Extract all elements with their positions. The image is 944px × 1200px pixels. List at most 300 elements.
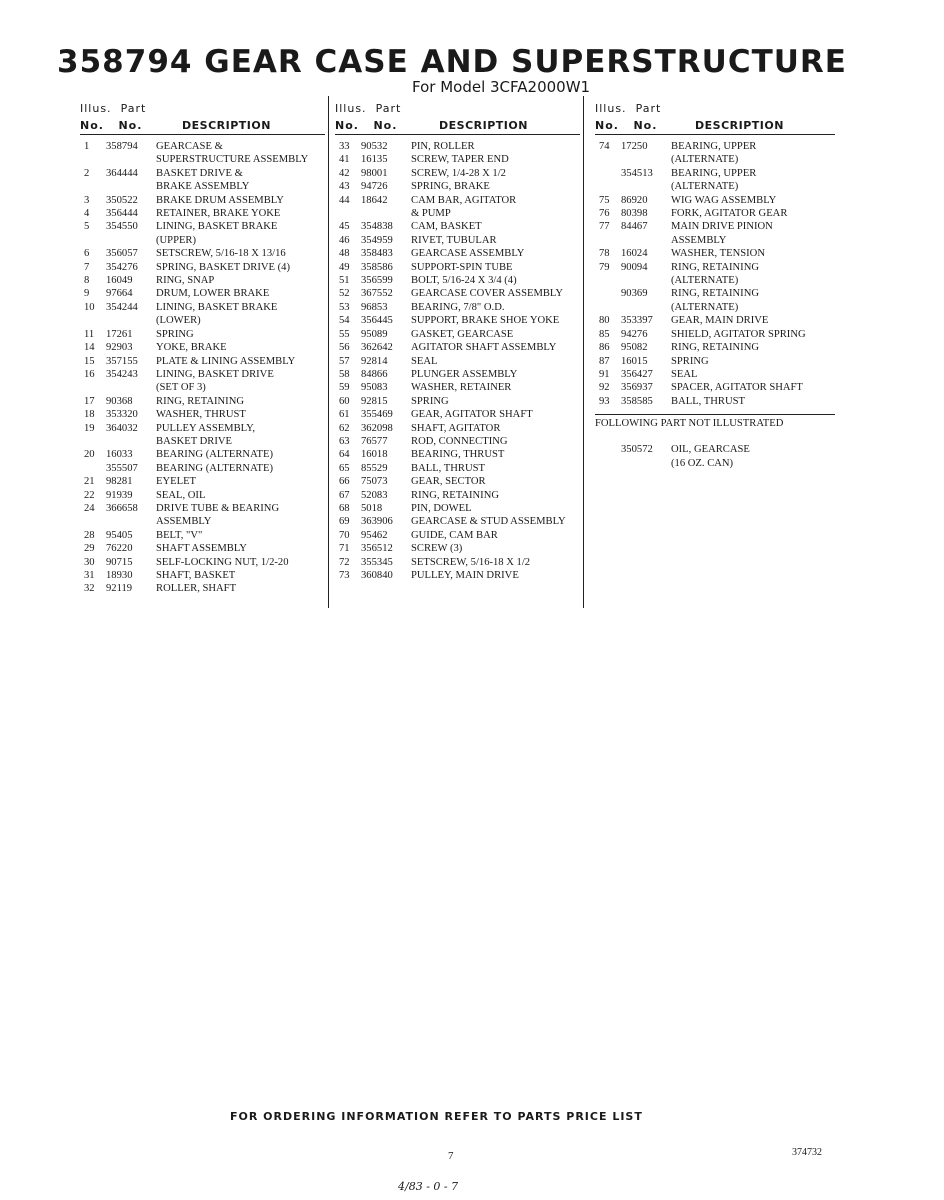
illus-no: 74 bbox=[599, 141, 610, 152]
description: PLUNGER ASSEMBLY bbox=[411, 368, 518, 380]
illus-no: 20 bbox=[84, 449, 95, 461]
part-row bbox=[335, 422, 580, 435]
description: BOLT, 5/16-24 X 3/4 (4) bbox=[411, 275, 517, 287]
part-row bbox=[595, 167, 835, 194]
description: EYELET bbox=[156, 476, 197, 488]
part-row bbox=[80, 341, 325, 354]
description: GEARCASE COVER ASSEMBLY bbox=[411, 288, 563, 300]
illus-no: 73 bbox=[339, 570, 350, 581]
part-no: 92815 bbox=[361, 395, 388, 407]
header-description: DESCRIPTION bbox=[182, 119, 271, 132]
part-no: 358794 bbox=[106, 141, 138, 152]
description: AGITATOR SHAFT ASSEMBLY bbox=[411, 342, 557, 354]
part-row bbox=[335, 475, 580, 488]
part-row bbox=[80, 355, 325, 368]
part-row bbox=[80, 207, 325, 220]
part-row bbox=[595, 381, 835, 394]
description: GUIDE, CAM BAR bbox=[411, 529, 498, 541]
illus-no: 51 bbox=[339, 275, 350, 287]
illus-no: 91 bbox=[599, 368, 610, 380]
part-no: 52083 bbox=[361, 489, 388, 501]
header-description: DESCRIPTION bbox=[695, 119, 784, 132]
part-no: 355507 bbox=[106, 462, 138, 474]
part-no: 75073 bbox=[361, 476, 388, 488]
part-no: 90715 bbox=[106, 556, 133, 568]
column-divider bbox=[583, 96, 584, 608]
header-illus-part: Illus. Part bbox=[335, 102, 402, 115]
description: RING, SNAP bbox=[156, 275, 215, 287]
part-row bbox=[335, 529, 580, 542]
illus-no: 33 bbox=[339, 141, 350, 152]
not-illustrated-label: FOLLOWING PART NOT ILLUSTRATED bbox=[595, 414, 835, 429]
illus-no: 14 bbox=[84, 342, 95, 354]
part-no: 76577 bbox=[361, 435, 388, 447]
part-no: 356445 bbox=[361, 315, 393, 327]
illus-no: 1 bbox=[84, 141, 90, 152]
illus-no: 46 bbox=[339, 234, 350, 246]
description: BEARING (ALTERNATE) bbox=[156, 462, 274, 474]
illus-no: 79 bbox=[599, 261, 610, 273]
part-row bbox=[80, 448, 325, 461]
part-row bbox=[335, 569, 580, 582]
description: SHIELD, AGITATOR SPRING bbox=[671, 328, 806, 340]
description: SEAL, OIL bbox=[156, 489, 206, 501]
part-row bbox=[595, 261, 835, 288]
part-no: 354244 bbox=[106, 301, 138, 313]
description: CAM BAR, AGITATOR & PUMP bbox=[411, 194, 517, 220]
page-number: 7 bbox=[448, 1150, 454, 1162]
part-no: 354243 bbox=[106, 368, 138, 380]
part-no: 92119 bbox=[106, 583, 133, 595]
part-no: 91939 bbox=[106, 489, 133, 501]
part-row bbox=[335, 220, 580, 233]
parts-column-1 bbox=[80, 100, 325, 596]
part-no: 356427 bbox=[621, 368, 653, 380]
part-no: 356444 bbox=[106, 208, 138, 220]
part-no: 95082 bbox=[621, 342, 648, 354]
parts-list bbox=[80, 140, 325, 596]
part-row bbox=[335, 448, 580, 461]
illus-no: 69 bbox=[339, 516, 350, 528]
illus-no: 22 bbox=[84, 489, 95, 501]
illus-no: 3 bbox=[84, 194, 90, 206]
column-divider bbox=[328, 96, 329, 608]
part-no: 16049 bbox=[106, 275, 133, 287]
part-row bbox=[335, 153, 580, 166]
illus-no: 9 bbox=[84, 288, 90, 300]
description: GEARCASE & SUPERSTRUCTURE ASSEMBLY bbox=[156, 141, 309, 166]
part-no: 16135 bbox=[361, 154, 388, 166]
illus-no: 44 bbox=[339, 194, 350, 206]
description: SELF-LOCKING NUT, 1/2-20 bbox=[156, 556, 289, 568]
illus-no: 4 bbox=[84, 208, 90, 220]
part-no: 358585 bbox=[621, 395, 653, 407]
not-illustrated-list bbox=[595, 443, 835, 470]
part-row bbox=[595, 207, 835, 220]
part-no: 358586 bbox=[361, 261, 393, 273]
part-no: 18642 bbox=[361, 194, 388, 206]
part-row bbox=[80, 422, 325, 449]
description: BELT, "V" bbox=[156, 529, 203, 541]
part-row bbox=[80, 529, 325, 542]
description: RING, RETAINING bbox=[411, 489, 500, 501]
description: FORK, AGITATOR GEAR bbox=[671, 208, 788, 220]
illus-no: 59 bbox=[339, 382, 350, 394]
illus-no: 77 bbox=[599, 221, 610, 233]
illus-no: 64 bbox=[339, 449, 350, 461]
illus-no: 56 bbox=[339, 342, 350, 354]
part-row bbox=[80, 274, 325, 287]
illus-no: 54 bbox=[339, 315, 350, 327]
illus-no: 53 bbox=[339, 301, 350, 313]
part-no: 98001 bbox=[361, 167, 388, 179]
part-row bbox=[335, 435, 580, 448]
description: GEARCASE ASSEMBLY bbox=[411, 248, 525, 260]
description: LINING, BASKET BRAKE (LOWER) bbox=[156, 301, 278, 327]
illus-no: 86 bbox=[599, 342, 610, 354]
column-header bbox=[80, 100, 325, 134]
part-row bbox=[595, 247, 835, 260]
illus-no: 85 bbox=[599, 328, 610, 340]
part-row bbox=[80, 556, 325, 569]
column-header bbox=[335, 100, 580, 134]
illus-no: 67 bbox=[339, 489, 350, 501]
header-illus-part: Illus. Part bbox=[595, 102, 662, 115]
column-header bbox=[595, 100, 835, 134]
part-row bbox=[80, 408, 325, 421]
part-no: 86920 bbox=[621, 194, 648, 206]
part-no: 90368 bbox=[106, 395, 133, 407]
part-no: 357155 bbox=[106, 355, 138, 367]
description: GEAR, SECTOR bbox=[411, 476, 486, 488]
illus-no: 6 bbox=[84, 248, 90, 260]
part-row bbox=[335, 381, 580, 394]
part-row bbox=[335, 140, 580, 153]
description: SUPPORT, BRAKE SHOE YOKE bbox=[411, 315, 560, 327]
header-rule bbox=[595, 134, 835, 135]
part-no: 95089 bbox=[361, 328, 388, 340]
part-row bbox=[80, 220, 325, 247]
illus-no: 21 bbox=[84, 476, 95, 488]
part-no: 90532 bbox=[361, 141, 388, 152]
part-no: 350572 bbox=[621, 444, 653, 456]
part-no: 355345 bbox=[361, 556, 393, 568]
part-row bbox=[595, 194, 835, 207]
part-no: 95462 bbox=[361, 529, 388, 541]
illus-no: 55 bbox=[339, 328, 350, 340]
description: SCREW (3) bbox=[411, 543, 463, 555]
description: CAM, BASKET bbox=[411, 221, 482, 233]
description: BALL, THRUST bbox=[411, 462, 485, 474]
part-row bbox=[335, 287, 580, 300]
illus-no: 68 bbox=[339, 502, 350, 514]
illus-no: 11 bbox=[84, 328, 95, 340]
description: YOKE, BRAKE bbox=[156, 342, 227, 354]
part-no: 367552 bbox=[361, 288, 393, 300]
part-row bbox=[595, 220, 835, 247]
part-no: 17250 bbox=[621, 141, 648, 152]
part-no: 358483 bbox=[361, 248, 393, 260]
description: GEAR, MAIN DRIVE bbox=[671, 315, 769, 327]
illus-no: 71 bbox=[339, 543, 350, 555]
part-row bbox=[595, 368, 835, 381]
part-row bbox=[80, 194, 325, 207]
part-no: 98281 bbox=[106, 476, 133, 488]
part-row bbox=[595, 314, 835, 327]
part-no: 18930 bbox=[106, 570, 133, 581]
illus-no: 29 bbox=[84, 543, 95, 555]
part-no: 95083 bbox=[361, 382, 388, 394]
description: GEARCASE & STUD ASSEMBLY bbox=[411, 516, 566, 528]
illus-no: 15 bbox=[84, 355, 95, 367]
illus-no: 49 bbox=[339, 261, 350, 273]
ordering-footer: FOR ORDERING INFORMATION REFER TO PARTS PRICE LIST bbox=[230, 1110, 643, 1123]
illus-no: 60 bbox=[339, 395, 350, 407]
description: SPRING, BRAKE bbox=[411, 181, 490, 193]
part-row bbox=[80, 287, 325, 300]
header-illus-part: Illus. Part bbox=[80, 102, 147, 115]
description: RIVET, TUBULAR bbox=[411, 234, 497, 246]
part-no: 97664 bbox=[106, 288, 133, 300]
illus-no: 7 bbox=[84, 261, 90, 273]
description: OIL, GEARCASE (16 OZ. CAN) bbox=[671, 444, 750, 469]
illus-no: 57 bbox=[339, 355, 350, 367]
description: SHAFT, AGITATOR bbox=[411, 422, 501, 434]
part-row bbox=[80, 167, 325, 194]
illus-no bbox=[80, 462, 106, 475]
part-row bbox=[80, 582, 325, 595]
part-no: 364032 bbox=[106, 422, 138, 434]
part-row bbox=[335, 167, 580, 180]
illus-no: 92 bbox=[599, 382, 610, 394]
description: SEAL bbox=[671, 368, 698, 380]
part-row bbox=[595, 140, 835, 167]
description: PULLEY ASSEMBLY, BASKET DRIVE bbox=[156, 422, 256, 447]
part-no: 353397 bbox=[621, 315, 653, 327]
description: ROLLER, SHAFT bbox=[156, 583, 237, 595]
part-row bbox=[335, 395, 580, 408]
description: LINING, BASKET BRAKE (UPPER) bbox=[156, 221, 278, 246]
description: SPRING bbox=[411, 395, 449, 407]
part-row bbox=[335, 247, 580, 260]
part-no: 17261 bbox=[106, 328, 133, 340]
description: SCREW, TAPER END bbox=[411, 154, 509, 166]
part-row bbox=[335, 355, 580, 368]
part-no: 96853 bbox=[361, 301, 388, 313]
description: WASHER, RETAINER bbox=[411, 382, 512, 394]
part-no: 84467 bbox=[621, 221, 648, 233]
part-no: 363906 bbox=[361, 516, 393, 528]
part-row bbox=[80, 395, 325, 408]
part-row bbox=[335, 194, 580, 221]
part-no: 354959 bbox=[361, 234, 393, 246]
part-no: 354276 bbox=[106, 261, 138, 273]
part-no: 354838 bbox=[361, 221, 393, 233]
part-row bbox=[335, 234, 580, 247]
illus-no bbox=[595, 443, 621, 470]
part-no: 94276 bbox=[621, 328, 648, 340]
part-no: 16024 bbox=[621, 248, 648, 260]
parts-list bbox=[595, 140, 835, 408]
part-row bbox=[80, 489, 325, 502]
illus-no: 5 bbox=[84, 221, 90, 233]
description: GASKET, GEARCASE bbox=[411, 328, 514, 340]
part-row bbox=[335, 408, 580, 421]
part-no: 355469 bbox=[361, 409, 393, 421]
part-no: 84866 bbox=[361, 368, 388, 380]
description: BEARING (ALTERNATE) bbox=[156, 449, 274, 461]
description: SCREW, 1/4-28 X 1/2 bbox=[411, 167, 506, 179]
description: SPRING bbox=[671, 355, 709, 367]
illus-no: 45 bbox=[339, 221, 350, 233]
part-row bbox=[335, 515, 580, 528]
illus-no: 28 bbox=[84, 529, 95, 541]
part-no: 362098 bbox=[361, 422, 393, 434]
part-row bbox=[335, 502, 580, 515]
part-no: 90094 bbox=[621, 261, 648, 273]
illus-no: 63 bbox=[339, 435, 350, 447]
handwritten-note: 4/83 - 0 - 7 bbox=[398, 1180, 459, 1193]
model-subtitle: For Model 3CFA2000W1 bbox=[412, 78, 591, 96]
header-rule bbox=[80, 134, 325, 135]
description: SETSCREW, 5/16-18 X 1/2 bbox=[411, 556, 531, 568]
description: RING, RETAINING (ALTERNATE) bbox=[671, 261, 760, 287]
part-row bbox=[335, 274, 580, 287]
part-row bbox=[335, 462, 580, 475]
description: SPRING bbox=[156, 328, 194, 340]
illus-no: 16 bbox=[84, 368, 95, 380]
header-rule bbox=[335, 134, 580, 135]
part-row bbox=[80, 301, 325, 328]
illus-no: 58 bbox=[339, 368, 350, 380]
part-no: 80398 bbox=[621, 208, 648, 220]
header-no: No. No. bbox=[335, 119, 398, 132]
illus-no: 8 bbox=[84, 275, 90, 287]
description: BASKET DRIVE & BRAKE ASSEMBLY bbox=[156, 167, 250, 193]
description: PIN, ROLLER bbox=[411, 141, 475, 152]
part-no: 85529 bbox=[361, 462, 388, 474]
part-row bbox=[335, 180, 580, 193]
illus-no: 93 bbox=[599, 395, 610, 407]
parts-list bbox=[335, 140, 580, 582]
part-row bbox=[80, 368, 325, 395]
illus-no: 17 bbox=[84, 395, 95, 407]
illus-no: 66 bbox=[339, 476, 350, 488]
illus-no: 70 bbox=[339, 529, 350, 541]
header-no: No. No. bbox=[80, 119, 143, 132]
description: PLATE & LINING ASSEMBLY bbox=[156, 355, 296, 367]
illus-no bbox=[595, 167, 621, 194]
illus-no: 52 bbox=[339, 288, 350, 300]
part-row bbox=[335, 314, 580, 327]
document-number: 374732 bbox=[792, 1147, 822, 1158]
part-row bbox=[80, 569, 325, 582]
description: SPACER, AGITATOR SHAFT bbox=[671, 382, 803, 394]
part-no: 353320 bbox=[106, 409, 138, 421]
illus-no: 80 bbox=[599, 315, 610, 327]
description: ROD, CONNECTING bbox=[411, 435, 508, 447]
part-no: 16018 bbox=[361, 449, 388, 461]
part-row bbox=[80, 502, 325, 529]
illus-no: 19 bbox=[84, 422, 95, 434]
part-no: 350522 bbox=[106, 194, 138, 206]
part-no: 16015 bbox=[621, 355, 648, 367]
description: PULLEY, MAIN DRIVE bbox=[411, 570, 519, 581]
description: BEARING, UPPER (ALTERNATE) bbox=[671, 167, 757, 193]
part-no: 94726 bbox=[361, 181, 388, 193]
part-row bbox=[595, 443, 835, 470]
description: WASHER, TENSION bbox=[671, 248, 765, 260]
part-row bbox=[80, 247, 325, 260]
description: SHAFT, BASKET bbox=[156, 570, 236, 581]
description: BEARING, 7/8" O.D. bbox=[411, 301, 505, 313]
description: RING, RETAINING bbox=[671, 342, 760, 354]
part-no: 356057 bbox=[106, 248, 138, 260]
illus-no: 65 bbox=[339, 462, 350, 474]
part-no: 76220 bbox=[106, 543, 133, 555]
illus-no: 75 bbox=[599, 194, 610, 206]
description: PIN, DOWEL bbox=[411, 502, 472, 514]
part-no: 366658 bbox=[106, 502, 138, 514]
part-no: 356937 bbox=[621, 382, 653, 394]
part-row bbox=[595, 328, 835, 341]
description: SETSCREW, 5/16-18 X 13/16 bbox=[156, 248, 286, 260]
part-no: 356599 bbox=[361, 275, 393, 287]
illus-no: 78 bbox=[599, 248, 610, 260]
description: RING, RETAINING bbox=[156, 395, 245, 407]
illus-no: 18 bbox=[84, 409, 95, 421]
description: RETAINER, BRAKE YOKE bbox=[156, 208, 281, 220]
description: DRIVE TUBE & BEARING ASSEMBLY bbox=[156, 502, 280, 528]
part-row bbox=[595, 355, 835, 368]
header-description: DESCRIPTION bbox=[439, 119, 528, 132]
illus-no: 76 bbox=[599, 208, 610, 220]
description: SUPPORT-SPIN TUBE bbox=[411, 261, 513, 273]
illus-no: 31 bbox=[84, 570, 95, 581]
part-no: 90369 bbox=[621, 288, 648, 300]
part-row bbox=[335, 556, 580, 569]
part-row bbox=[335, 489, 580, 502]
description: BALL, THRUST bbox=[671, 395, 745, 407]
part-row bbox=[335, 341, 580, 354]
illus-no: 32 bbox=[84, 583, 95, 595]
illus-no: 10 bbox=[84, 301, 95, 313]
page-title: 358794 GEAR CASE AND SUPERSTRUCTURE bbox=[57, 44, 847, 80]
part-no: 356512 bbox=[361, 543, 393, 555]
description: SEAL bbox=[411, 355, 438, 367]
description: BEARING, THRUST bbox=[411, 449, 505, 461]
part-row bbox=[595, 341, 835, 354]
illus-no: 62 bbox=[339, 422, 350, 434]
part-no: 92903 bbox=[106, 342, 133, 354]
description: BEARING, UPPER (ALTERNATE) bbox=[671, 141, 757, 166]
part-no: 92814 bbox=[361, 355, 388, 367]
part-no: 16033 bbox=[106, 449, 133, 461]
description: LINING, BASKET DRIVE (SET OF 3) bbox=[156, 368, 274, 394]
description: MAIN DRIVE PINION ASSEMBLY bbox=[671, 221, 773, 246]
description: BRAKE DRUM ASSEMBLY bbox=[156, 194, 284, 206]
illus-no: 2 bbox=[84, 167, 90, 179]
part-row bbox=[80, 328, 325, 341]
part-no: 362642 bbox=[361, 342, 393, 354]
illus-no: 24 bbox=[84, 502, 95, 514]
part-row bbox=[80, 475, 325, 488]
description: RING, RETAINING (ALTERNATE) bbox=[671, 288, 760, 313]
part-row bbox=[335, 328, 580, 341]
part-row bbox=[595, 395, 835, 408]
part-no: 5018 bbox=[361, 502, 383, 514]
part-row bbox=[335, 542, 580, 555]
